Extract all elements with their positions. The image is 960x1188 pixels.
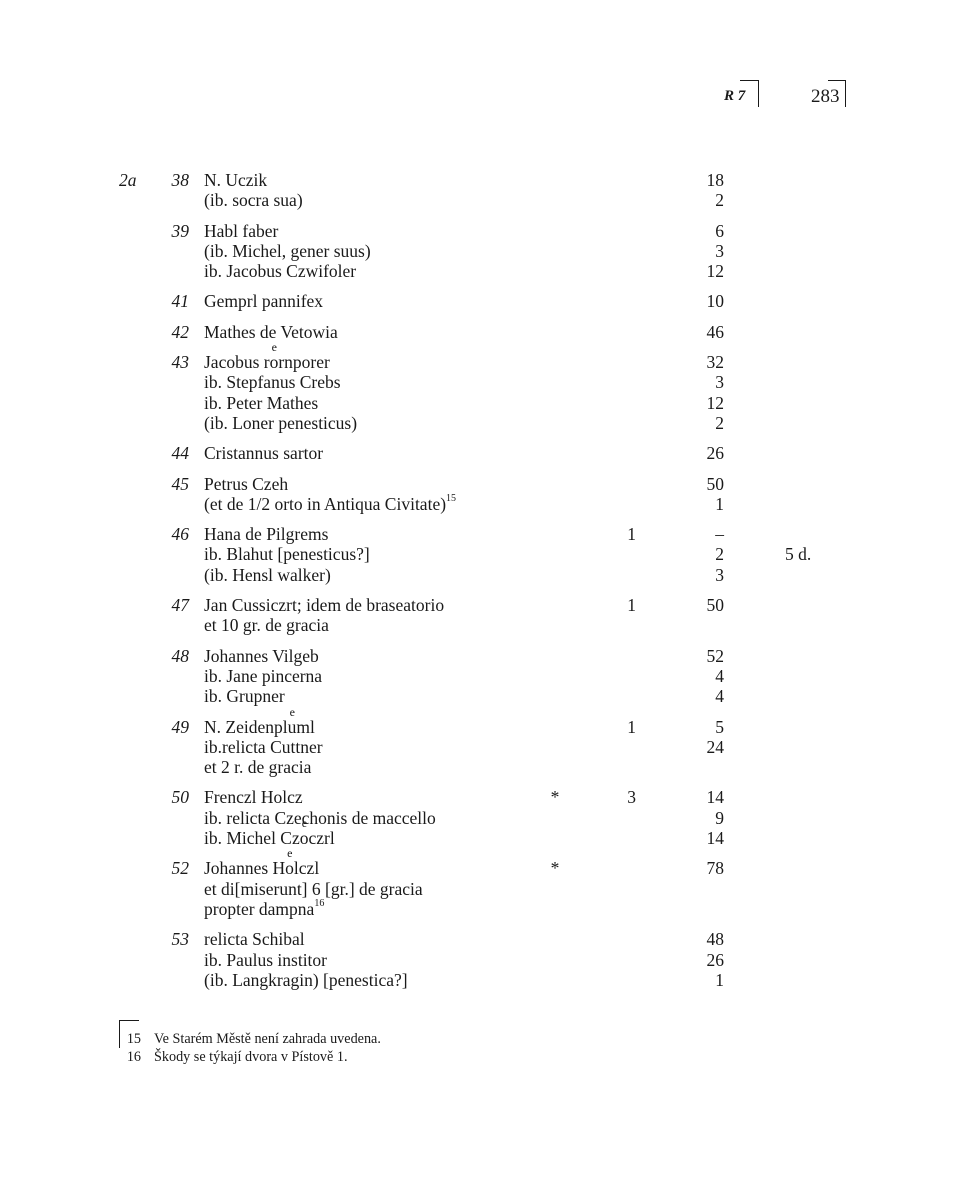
record-number: 42 [171, 321, 189, 342]
value-column-2: 10 [706, 291, 724, 312]
record-text: Mathes de Vetowia [204, 321, 338, 342]
record-text: (ib. Hensl walker) [204, 564, 331, 585]
record-text: ib. Grupner [204, 686, 285, 707]
superscript-e-letter: e o [285, 858, 294, 878]
value-column-2: 48 [706, 929, 724, 950]
value-column-1: 1 [627, 524, 636, 545]
record-line [0, 970, 960, 990]
record-number: 45 [171, 473, 189, 494]
record-line [0, 372, 960, 392]
page-header [0, 80, 960, 110]
value-column-2: 18 [706, 170, 724, 190]
value-column-2: 12 [706, 261, 724, 282]
record-text: (et de 1/2 orto in Antiqua Civitate)$^{15}$ [204, 492, 457, 514]
record-text: Johannes He olczl [204, 858, 319, 878]
value-column-2: 14 [706, 828, 724, 849]
value-column-2: 5 [715, 716, 724, 737]
record-text: et 10 gr. de gracia [204, 615, 329, 636]
record-line [0, 524, 960, 544]
record-number: 47 [171, 595, 189, 616]
record-entry [0, 787, 960, 848]
record-entry [0, 291, 960, 311]
record-entry [0, 221, 960, 282]
record-entry [0, 595, 960, 636]
footnote-number: 16 [126, 1048, 141, 1065]
footnote [0, 1031, 960, 1049]
record-text: ib. Peter Mathes [204, 392, 319, 413]
record-line [0, 241, 960, 261]
record-line [0, 737, 960, 757]
record-line [0, 787, 960, 807]
record-text: ib. Michel Cze oczrl [204, 828, 335, 848]
record-text: relicta Schibal [204, 929, 305, 950]
value-column-2: 3 [715, 240, 724, 261]
record-text: et 2 r. de gracia [204, 757, 312, 778]
record-text: Cristannus sartor [204, 443, 324, 464]
record-line [0, 666, 960, 686]
value-column-2: 3 [715, 564, 724, 585]
record-line [0, 494, 960, 514]
record-text: propter dampna$^{16}$ [204, 897, 325, 919]
value-column-2: 9 [715, 807, 724, 828]
record-entry [0, 352, 960, 433]
record-line [0, 950, 960, 970]
asterisk-marker: * [550, 858, 560, 879]
record-line [0, 322, 960, 342]
value-column-2: 50 [706, 473, 724, 494]
record-text: Habl faber [204, 220, 279, 241]
footnote-text: Škody se týkají dvora v Pístově 1. [154, 1048, 348, 1065]
record-text: Johannes Vilgeb [204, 645, 319, 666]
value-column-2: 2 [715, 544, 724, 565]
record-line [0, 808, 960, 828]
footnote [0, 1049, 960, 1067]
record-line [0, 565, 960, 585]
record-entry [0, 646, 960, 707]
value-column-2: 50 [706, 595, 724, 616]
value-column-2: 4 [715, 686, 724, 707]
record-line [0, 899, 960, 919]
superscript-e-letter: e u [288, 717, 297, 737]
record-entry [0, 858, 960, 919]
record-entry [0, 474, 960, 515]
record-text: Jacobus re ornporer [204, 352, 330, 372]
value-column-2: 78 [706, 858, 724, 879]
record-text: Gemprl pannifex [204, 291, 324, 312]
record-line [0, 170, 960, 190]
asterisk-marker: * [550, 787, 560, 808]
record-number: 38 [171, 170, 189, 190]
value-column-2: 6 [715, 220, 724, 241]
footnote-text: Ve Starém Městě není zahrada uvedena. [154, 1031, 381, 1047]
value-column-2: 26 [706, 443, 724, 464]
record-line [0, 717, 960, 737]
value-column-2: 2 [715, 190, 724, 211]
record-text: (ib. Loner penesticus) [204, 412, 358, 433]
record-entry [0, 170, 960, 211]
record-text: (ib. Michel, gener suus) [204, 240, 371, 261]
record-text: N. Uczik [204, 170, 268, 190]
record-number: 44 [171, 443, 189, 464]
record-text: ib. Blahut [penesticus?] [204, 544, 370, 565]
record-entry [0, 443, 960, 463]
record-text: ib. Paulus institor [204, 949, 327, 970]
record-text: N. Zeidenple uml [204, 717, 315, 737]
record-line [0, 858, 960, 878]
footnote-reference: 15 [446, 492, 457, 504]
record-text: Frenczl Holcz [204, 787, 303, 808]
value-column-2: 3 [715, 372, 724, 393]
value-column-2: 4 [715, 665, 724, 686]
page-number: 283 [811, 86, 840, 107]
value-column-2: 26 [706, 949, 724, 970]
record-text: ib.relicta Cuttner [204, 736, 323, 757]
record-line [0, 595, 960, 615]
record-line [0, 686, 960, 706]
value-column-2: 32 [706, 352, 724, 373]
record-number: 43 [171, 352, 189, 373]
record-entry [0, 524, 960, 585]
record-number: 39 [171, 220, 189, 241]
record-line [0, 757, 960, 777]
value-column-2: 14 [706, 787, 724, 808]
record-number: 48 [171, 645, 189, 666]
value-column-2: 2 [715, 412, 724, 433]
section-label: 2a [119, 170, 137, 190]
record-text: ib. Jane pincerna [204, 665, 323, 686]
value-column-2: 12 [706, 392, 724, 413]
record-line [0, 221, 960, 241]
section-marker: R 7 [724, 88, 746, 104]
record-line [0, 544, 960, 564]
record-line [0, 190, 960, 210]
record-line [0, 474, 960, 494]
record-line [0, 393, 960, 413]
value-column-3: 5 d. [785, 544, 812, 565]
page-corner-mark [828, 80, 846, 107]
record-line [0, 646, 960, 666]
record-number: 50 [171, 787, 189, 808]
value-column-2: 1 [715, 969, 724, 990]
record-number: 41 [171, 291, 189, 312]
footnote-reference: 16 [314, 897, 325, 909]
record-text: (ib. socra sua) [204, 190, 303, 211]
record-entry [0, 322, 960, 342]
record-line [0, 828, 960, 848]
record-line [0, 615, 960, 635]
value-column-1: 3 [627, 787, 636, 808]
record-number: 49 [171, 716, 189, 737]
value-column-2: 1 [715, 493, 724, 514]
value-column-2: 52 [706, 645, 724, 666]
value-column-2: – [715, 524, 724, 545]
superscript-e-letter: e o [300, 828, 309, 848]
record-number: 53 [171, 929, 189, 950]
record-text: Jan Cussiczrt; idem de braseatorio [204, 595, 445, 616]
footnotes [0, 1020, 960, 1066]
record-line [0, 413, 960, 433]
record-text: Hana de Pilgrems [204, 524, 329, 545]
value-column-2: 24 [706, 736, 724, 757]
record-line [0, 291, 960, 311]
section-corner-mark [740, 80, 759, 107]
record-number: 46 [171, 524, 189, 545]
record-text: ib. relicta Czechonis de maccello [204, 807, 436, 828]
record-entry [0, 929, 960, 990]
value-column-2: 46 [706, 321, 724, 342]
record-text: ib. Jacobus Czwifoler [204, 261, 357, 282]
superscript-e-letter: e o [270, 352, 279, 372]
value-column-1: 1 [627, 716, 636, 737]
record-line [0, 929, 960, 949]
record-text: (ib. Langkragin) [penestica?] [204, 969, 408, 990]
record-entry [0, 717, 960, 778]
records-table [0, 170, 960, 1000]
value-column-1: 1 [627, 595, 636, 616]
record-number: 52 [171, 858, 189, 879]
record-text: Petrus Czeh [204, 473, 289, 494]
record-line [0, 879, 960, 899]
record-text: ib. Stepfanus Crebs [204, 372, 341, 393]
record-line [0, 352, 960, 372]
record-line [0, 261, 960, 281]
footnote-number: 15 [126, 1031, 141, 1047]
record-text: et di[miserunt] 6 [gr.] de gracia [204, 878, 423, 899]
record-line [0, 443, 960, 463]
